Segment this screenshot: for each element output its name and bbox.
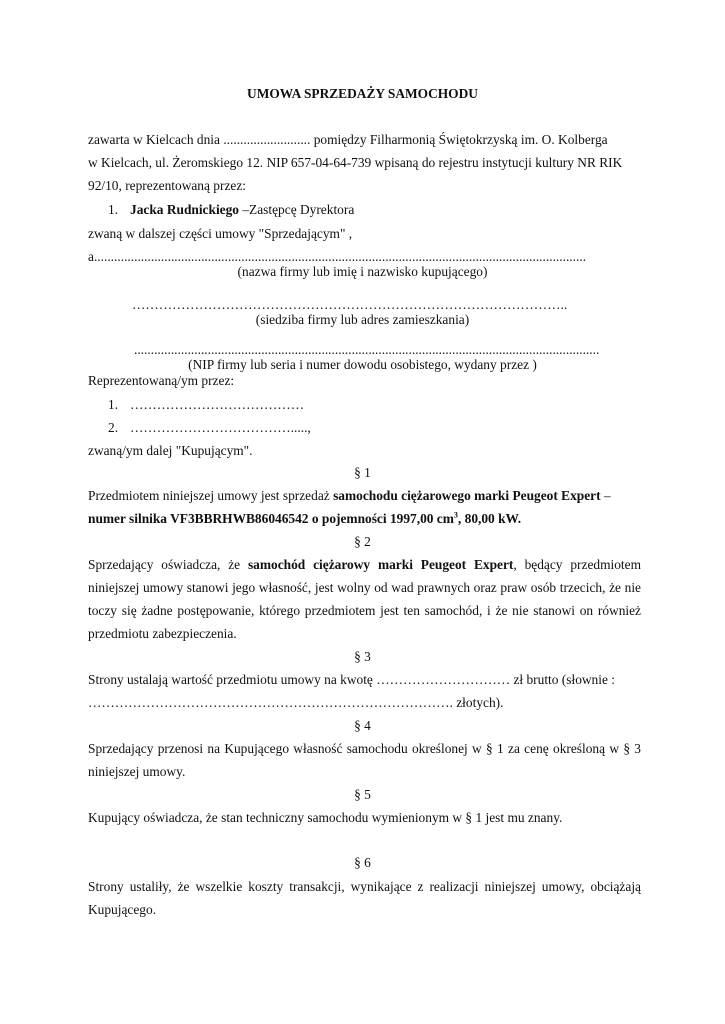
seller-called: zwaną w dalszej części umowy "Sprzedającym" , [88,226,353,241]
buyer-rep-1-number: 1. [108,397,119,412]
intro-line-1: zawarta w Kielcach dnia .......................... pomiędzy Filharmonią Świętokrzyską im. O. Kolberga [88,132,608,147]
section-4-line-1: Sprzedający przenosi na Kupującego własność samochodu określonej w § 1 za cenę określoną w § 3 [88,741,641,756]
section-6-line-2: Kupującego. [88,902,157,917]
buyer-representative-label: Reprezentowaną/ym przez: [88,373,235,388]
section-2-line-2: niniejszej umowy stanowi jego własność, jest wolny od wad prawnych oraz praw osób trzecich, że nie [88,580,641,595]
section-6-line-1: Strony ustaliły, że wszelkie koszty transakcji, wynikające z realizacji niniejszej umowy, obciążają [88,879,641,894]
section-3-line-2: ………………………………………………………………………. złotych). [88,695,504,710]
section-5-heading: § 5 [354,787,371,802]
s1-engine-text: numer silnika VF3BBRHWB86046542 o pojemności 1997,00 cm [88,511,454,526]
document-title: UMOWA SPRZEDAŻY SAMOCHODU [247,86,478,101]
section-2-heading: § 2 [354,534,371,549]
section-4-heading: § 4 [354,718,371,733]
s2-text-a: Sprzedający oświadcza, że [88,557,248,572]
section-3-heading: § 3 [354,649,371,664]
buyer-name-caption: (nazwa firmy lub imię i nazwisko kupującego) [237,264,488,279]
section-2-line-3: toczy się żadne postępowanie, którego przedmiotem jest ten samochód, i że nie stanowi on również [88,603,641,618]
section-3-line-1: Strony ustalają wartość przedmiotu umowy na kwotę ………………………… zł brutto (słownie : [88,672,615,687]
seller-representative [130,202,354,218]
section-1-heading: § 1 [354,465,371,480]
buyer-address-caption: (siedziba firmy lub adres zamieszkania) [255,312,470,327]
section-2-line-1 [88,557,641,573]
s1-text-c: – [600,488,611,503]
section-4-line-2: niniejszej umowy. [88,764,186,779]
section-1-line-2 [88,511,521,527]
s1-superscript: 3 [453,510,458,520]
seller-representative-role: –Zastępcę Dyrektora [239,202,355,217]
intro-line-3: 92/10, reprezentowaną przez: [88,178,247,193]
buyer-name-line: a................................................................................................................................................... [88,249,587,264]
s2-text-c: , będący przedmiotem [513,557,641,572]
buyer-id-line: ........................................................................................................................................... [134,342,600,357]
buyer-rep-2-line: ………………………………....., [130,420,311,435]
buyer-address-line: …………………………………………………………………………………….. [132,297,568,312]
section-2-line-4: przedmiotu zabezpieczenia. [88,626,237,641]
section-5-line-1: Kupujący oświadcza, że stan techniczny samochodu wymienionym w § 1 jest mu znany. [88,810,563,825]
section-1-line-1 [88,488,611,504]
s1-power-text: , 80,00 kW. [457,511,522,526]
seller-representative-number: 1. [108,202,119,217]
s1-text-bold: samochodu ciężarowego marki Peugeot Expert [333,488,601,503]
s1-text-a: Przedmiotem niniejszej umowy jest sprzedaż [88,488,334,503]
intro-line-2: w Kielcach, ul. Żeromskiego 12. NIP 657-04-64-739 wpisaną do rejestru instytucji kultury NR RIK [88,155,623,170]
buyer-id-caption: (NIP firmy lub seria i numer dowodu osobistego, wydany przez ) [188,357,537,372]
buyer-rep-2-number: 2. [108,420,119,435]
buyer-rep-1-line: ………………………………… [130,397,305,412]
section-6-heading: § 6 [354,855,371,870]
buyer-called: zwaną/ym dalej "Kupującym". [88,443,253,458]
s2-text-bold: samochód ciężarowy marki Peugeot Expert [247,557,514,572]
seller-representative-name: Jacka Rudnickiego [130,202,240,217]
